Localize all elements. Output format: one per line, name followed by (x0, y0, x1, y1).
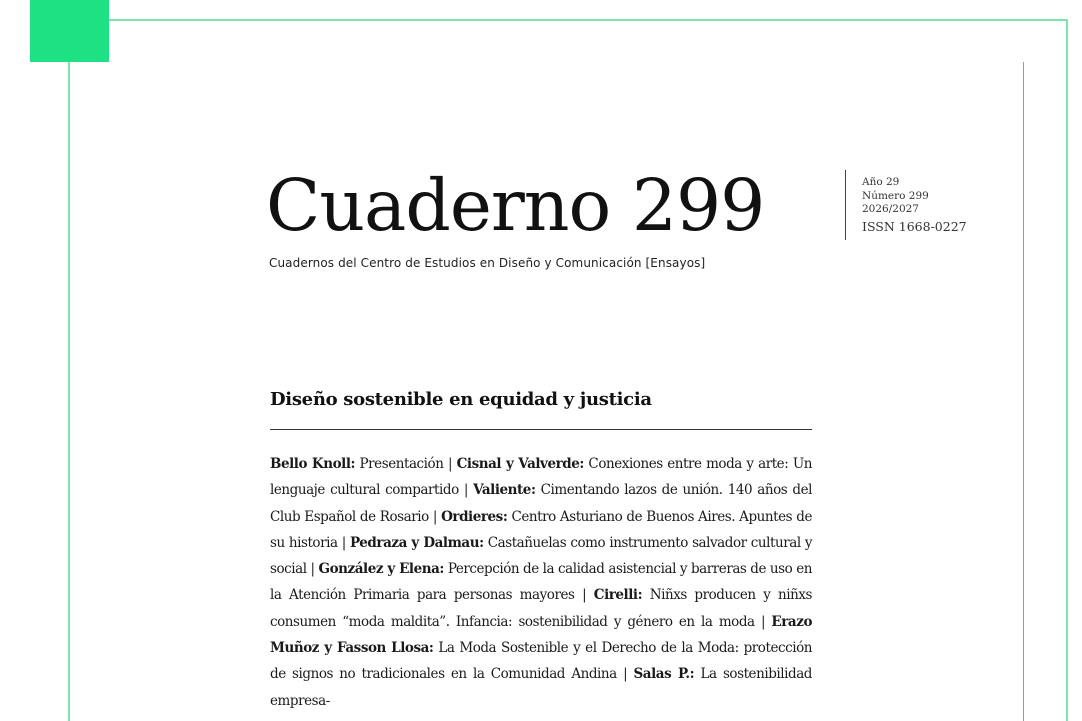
toc-separator: | (428, 508, 442, 525)
toc-entry-title: Cimentando lazos de unión. 140 años del Club Español de Rosario (270, 482, 812, 525)
page-edge-line (1023, 62, 1024, 721)
toc-entry-author: Cisnal y Valverde: (456, 456, 584, 472)
toc-entry-author: Erazo Muñoz y Fasson Llosa: (270, 613, 812, 657)
accent-square (30, 0, 109, 62)
toc-separator: | (574, 587, 594, 604)
toc-separator: | (616, 666, 634, 683)
toc-separator: | (306, 561, 319, 578)
meta-period: 2026/2027 (862, 203, 919, 215)
toc-entry-author: Salas P.: (633, 666, 695, 683)
frame-border-left (68, 62, 70, 721)
issue-meta (862, 176, 967, 236)
table-of-contents (270, 451, 812, 714)
meta-number: Número 299 (862, 189, 929, 202)
toc-entry-title: Centro Asturiano de Buenos Aires. Apuntes de su historia (270, 508, 813, 551)
meta-year: Año 29 (862, 176, 900, 188)
meta-divider (845, 170, 846, 240)
frame-border-right (1066, 19, 1068, 721)
toc-entry-title: Presentación (355, 456, 444, 472)
toc-entry-title: Percepción de la calidad asistencial y barreras de uso en la Atención Primaria para personas mayores (270, 561, 813, 604)
toc-entry-title: La Moda Sostenible y el Derecho de la Moda: protección de signos no tradicionales en la Comunidad Andina (270, 640, 813, 683)
toc-entry-title: Niñxs producen y niñxs consumen “moda maldita”. Infancia: sostenibilidad y género en la moda (270, 587, 812, 630)
toc-entry-author: Cirelli: (593, 587, 643, 604)
toc-entry-title: Castañuelas como instrumento salvador cultural y social (270, 534, 813, 578)
toc-separator: | (443, 456, 457, 472)
toc-entry (270, 456, 443, 472)
toc-separator: | (754, 613, 772, 630)
toc-entry-author: Pedraza y Dalmau: (349, 534, 484, 551)
toc-entry-author: González y Elena: (318, 561, 444, 578)
toc-entry-author: Ordieres: (441, 508, 508, 525)
cover-title: Cuaderno 299 (266, 164, 765, 247)
toc-entry-author: Valiente: (473, 482, 536, 499)
toc-entry-title: Conexiones entre moda y arte: Un lenguaje cultural compartido (270, 456, 812, 499)
frame-border-top (109, 19, 1067, 21)
toc-entry-title: La sostenibilidad empresa- (270, 666, 812, 709)
meta-issn: ISSN 1668-0227 (862, 218, 967, 234)
cover-subtitle: Cuadernos del Centro de Estudios en Diseño y Comunicación [Ensayos] (269, 256, 706, 270)
toc-separator: | (337, 534, 350, 551)
toc-entry-author: Bello Knoll: (270, 456, 356, 472)
section-divider (270, 429, 812, 430)
toc-separator: | (458, 482, 474, 499)
section-title: Diseño sostenible en equidad y justicia (270, 389, 652, 410)
